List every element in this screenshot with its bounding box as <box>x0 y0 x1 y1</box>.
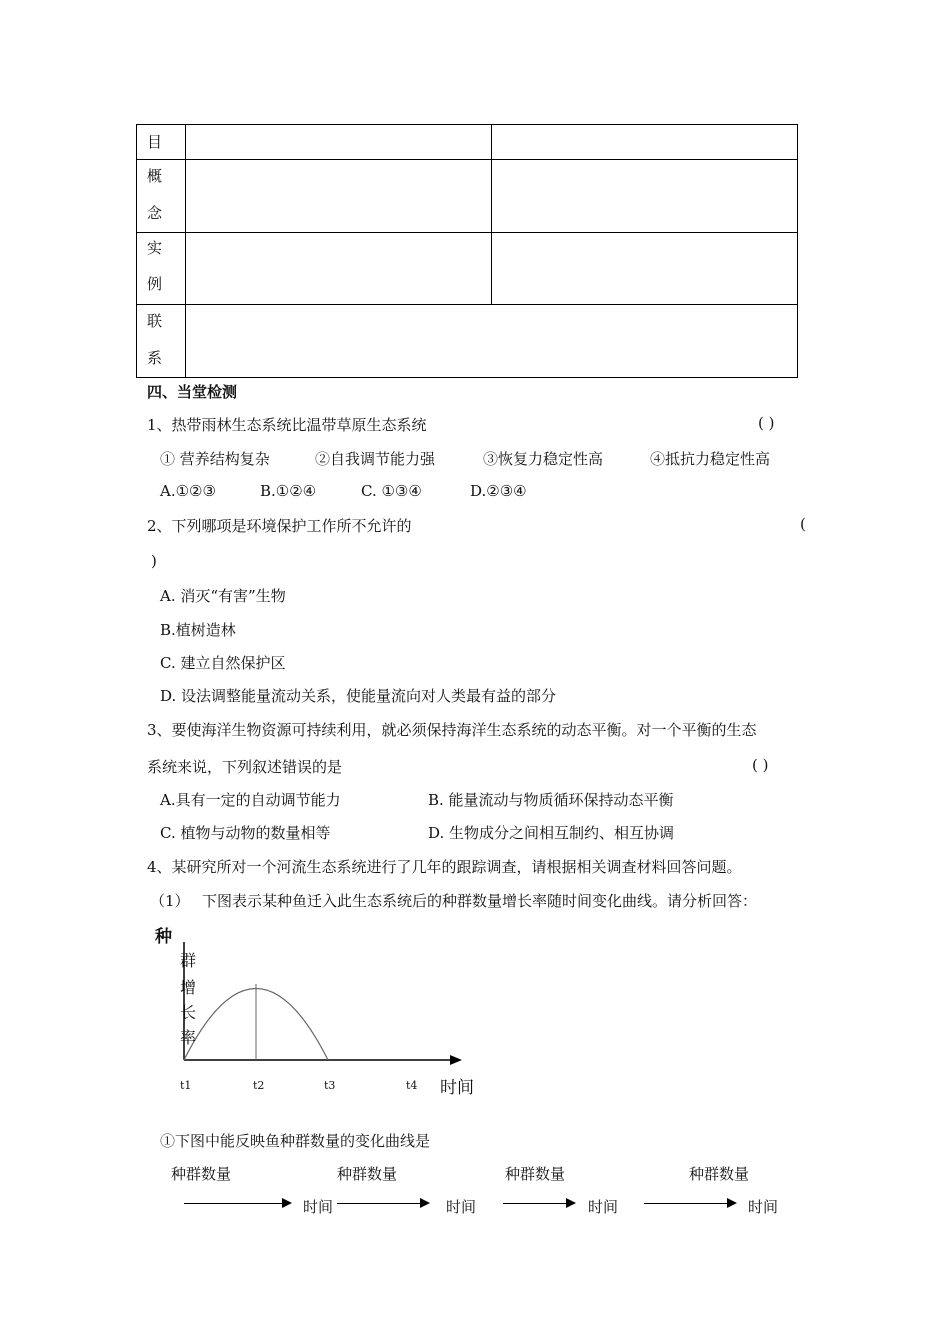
q1-item-4: ④抵抗力稳定性高 <box>650 450 771 468</box>
x-axis-arrowhead <box>450 1055 462 1065</box>
q2-paren-open: ( <box>800 515 806 533</box>
section-title: 四、当堂检测 <box>147 383 238 401</box>
table-cell <box>491 159 798 233</box>
q3-stem-line2: 系统来说，下列叙述错误的是 <box>147 758 343 776</box>
y-label-char: 增 <box>180 978 197 997</box>
small-chart-x-label: 时间 <box>303 1198 334 1216</box>
table-cell <box>185 232 492 305</box>
q2-paren-close: ) <box>151 552 157 570</box>
q2-option-c: C. 建立自然保护区 <box>160 654 286 672</box>
q4-stem: 4、某研究所对一个河流生态系统进行了几年的跟踪调查，请根据相关调查材料回答问题。 <box>147 858 742 876</box>
q1-item-1: ① 营养结构复杂 <box>160 450 270 468</box>
q1-answer-paren: ( ) <box>758 414 775 432</box>
small-chart-x-axis <box>184 1194 294 1214</box>
y-label-char: 率 <box>180 1028 197 1047</box>
q3-option-d: D. 生物成分之间相互制约、相互协调 <box>428 824 675 842</box>
q3-option-c: C. 植物与动物的数量相等 <box>160 824 331 842</box>
table-cell <box>491 124 798 160</box>
row-label-shi: 实 <box>147 239 163 257</box>
q1-item-3: ③恢复力稳定性高 <box>483 450 604 468</box>
x-tick-t3: t3 <box>324 1079 336 1092</box>
row-label-nian: 念 <box>147 204 163 222</box>
q2-stem: 2、下列哪项是环境保护工作所不允许的 <box>147 517 412 535</box>
small-chart-x-label: 时间 <box>446 1198 477 1216</box>
y-label-char: 长 <box>180 1003 197 1022</box>
table-cell <box>136 124 186 160</box>
table-cell <box>185 159 492 233</box>
row-label-li: 例 <box>147 275 163 293</box>
growth-rate-svg <box>150 922 490 1102</box>
q4-sub1-text: 下图表示某种鱼迁入此生态系统后的种群数量增长率随时间变化曲线。请分析回答： <box>202 892 758 910</box>
row-label-gai: 概 <box>147 167 163 185</box>
small-chart-y-label: 种群数量 <box>689 1165 750 1183</box>
q1-item-2: ②自我调节能力强 <box>315 450 436 468</box>
growth-rate-graph <box>150 922 490 1102</box>
x-tick-t1: t1 <box>180 1079 192 1092</box>
table-cell <box>136 159 186 233</box>
q4-sub1-number: （1） <box>150 892 190 910</box>
row-label-lian: 联 <box>147 312 163 330</box>
small-chart-x-label: 时间 <box>748 1198 779 1216</box>
small-chart-y-label: 种群数量 <box>505 1165 566 1183</box>
small-chart-x-axis <box>644 1194 739 1214</box>
q2-option-d: D. 设法调整能量流动关系，使能量流向对人类最有益的部分 <box>160 687 557 705</box>
x-tick-t2: t2 <box>253 1079 265 1092</box>
table-cell <box>136 232 186 305</box>
y-label-top: 种 <box>155 927 172 947</box>
table-cell <box>185 304 798 378</box>
small-chart-x-axis <box>337 1194 432 1214</box>
small-chart-x-label: 时间 <box>588 1198 619 1216</box>
q1-stem: 1、热带雨林生态系统比温带草原生态系统 <box>147 416 427 434</box>
q1-option-a: A.①②③ <box>160 482 216 500</box>
q2-option-b: B.植树造林 <box>160 621 236 639</box>
q2-option-a: A. 消灭“有害”生物 <box>160 587 286 605</box>
small-chart-y-label: 种群数量 <box>337 1165 398 1183</box>
x-axis-label: 时间 <box>440 1078 474 1098</box>
q4-sub1-question: ①下图中能反映鱼种群数量的变化曲线是 <box>160 1132 431 1150</box>
q1-option-d: D.②③④ <box>470 482 527 500</box>
small-chart-x-axis <box>503 1194 578 1214</box>
q3-option-b: B. 能量流动与物质循环保持动态平衡 <box>428 791 674 809</box>
row-label-mu: 目 <box>147 133 163 151</box>
comparison-table <box>136 124 798 378</box>
q3-stem-line1: 3、要使海洋生物资源可持续利用，就必须保持海洋生态系统的动态平衡。对一个平衡的生态 <box>147 721 757 739</box>
table-cell <box>491 232 798 305</box>
q1-option-c: C. ①③④ <box>361 482 422 500</box>
q1-option-b: B.①②④ <box>260 482 317 500</box>
x-tick-t4: t4 <box>406 1079 418 1092</box>
table-cell <box>136 304 186 378</box>
row-label-xi: 系 <box>147 349 163 367</box>
y-label-char: 群 <box>180 951 197 970</box>
small-chart-y-label: 种群数量 <box>171 1165 232 1183</box>
q3-option-a: A.具有一定的自动调节能力 <box>160 791 341 809</box>
table-cell <box>185 124 492 160</box>
q3-answer-paren: ( ) <box>752 756 769 774</box>
